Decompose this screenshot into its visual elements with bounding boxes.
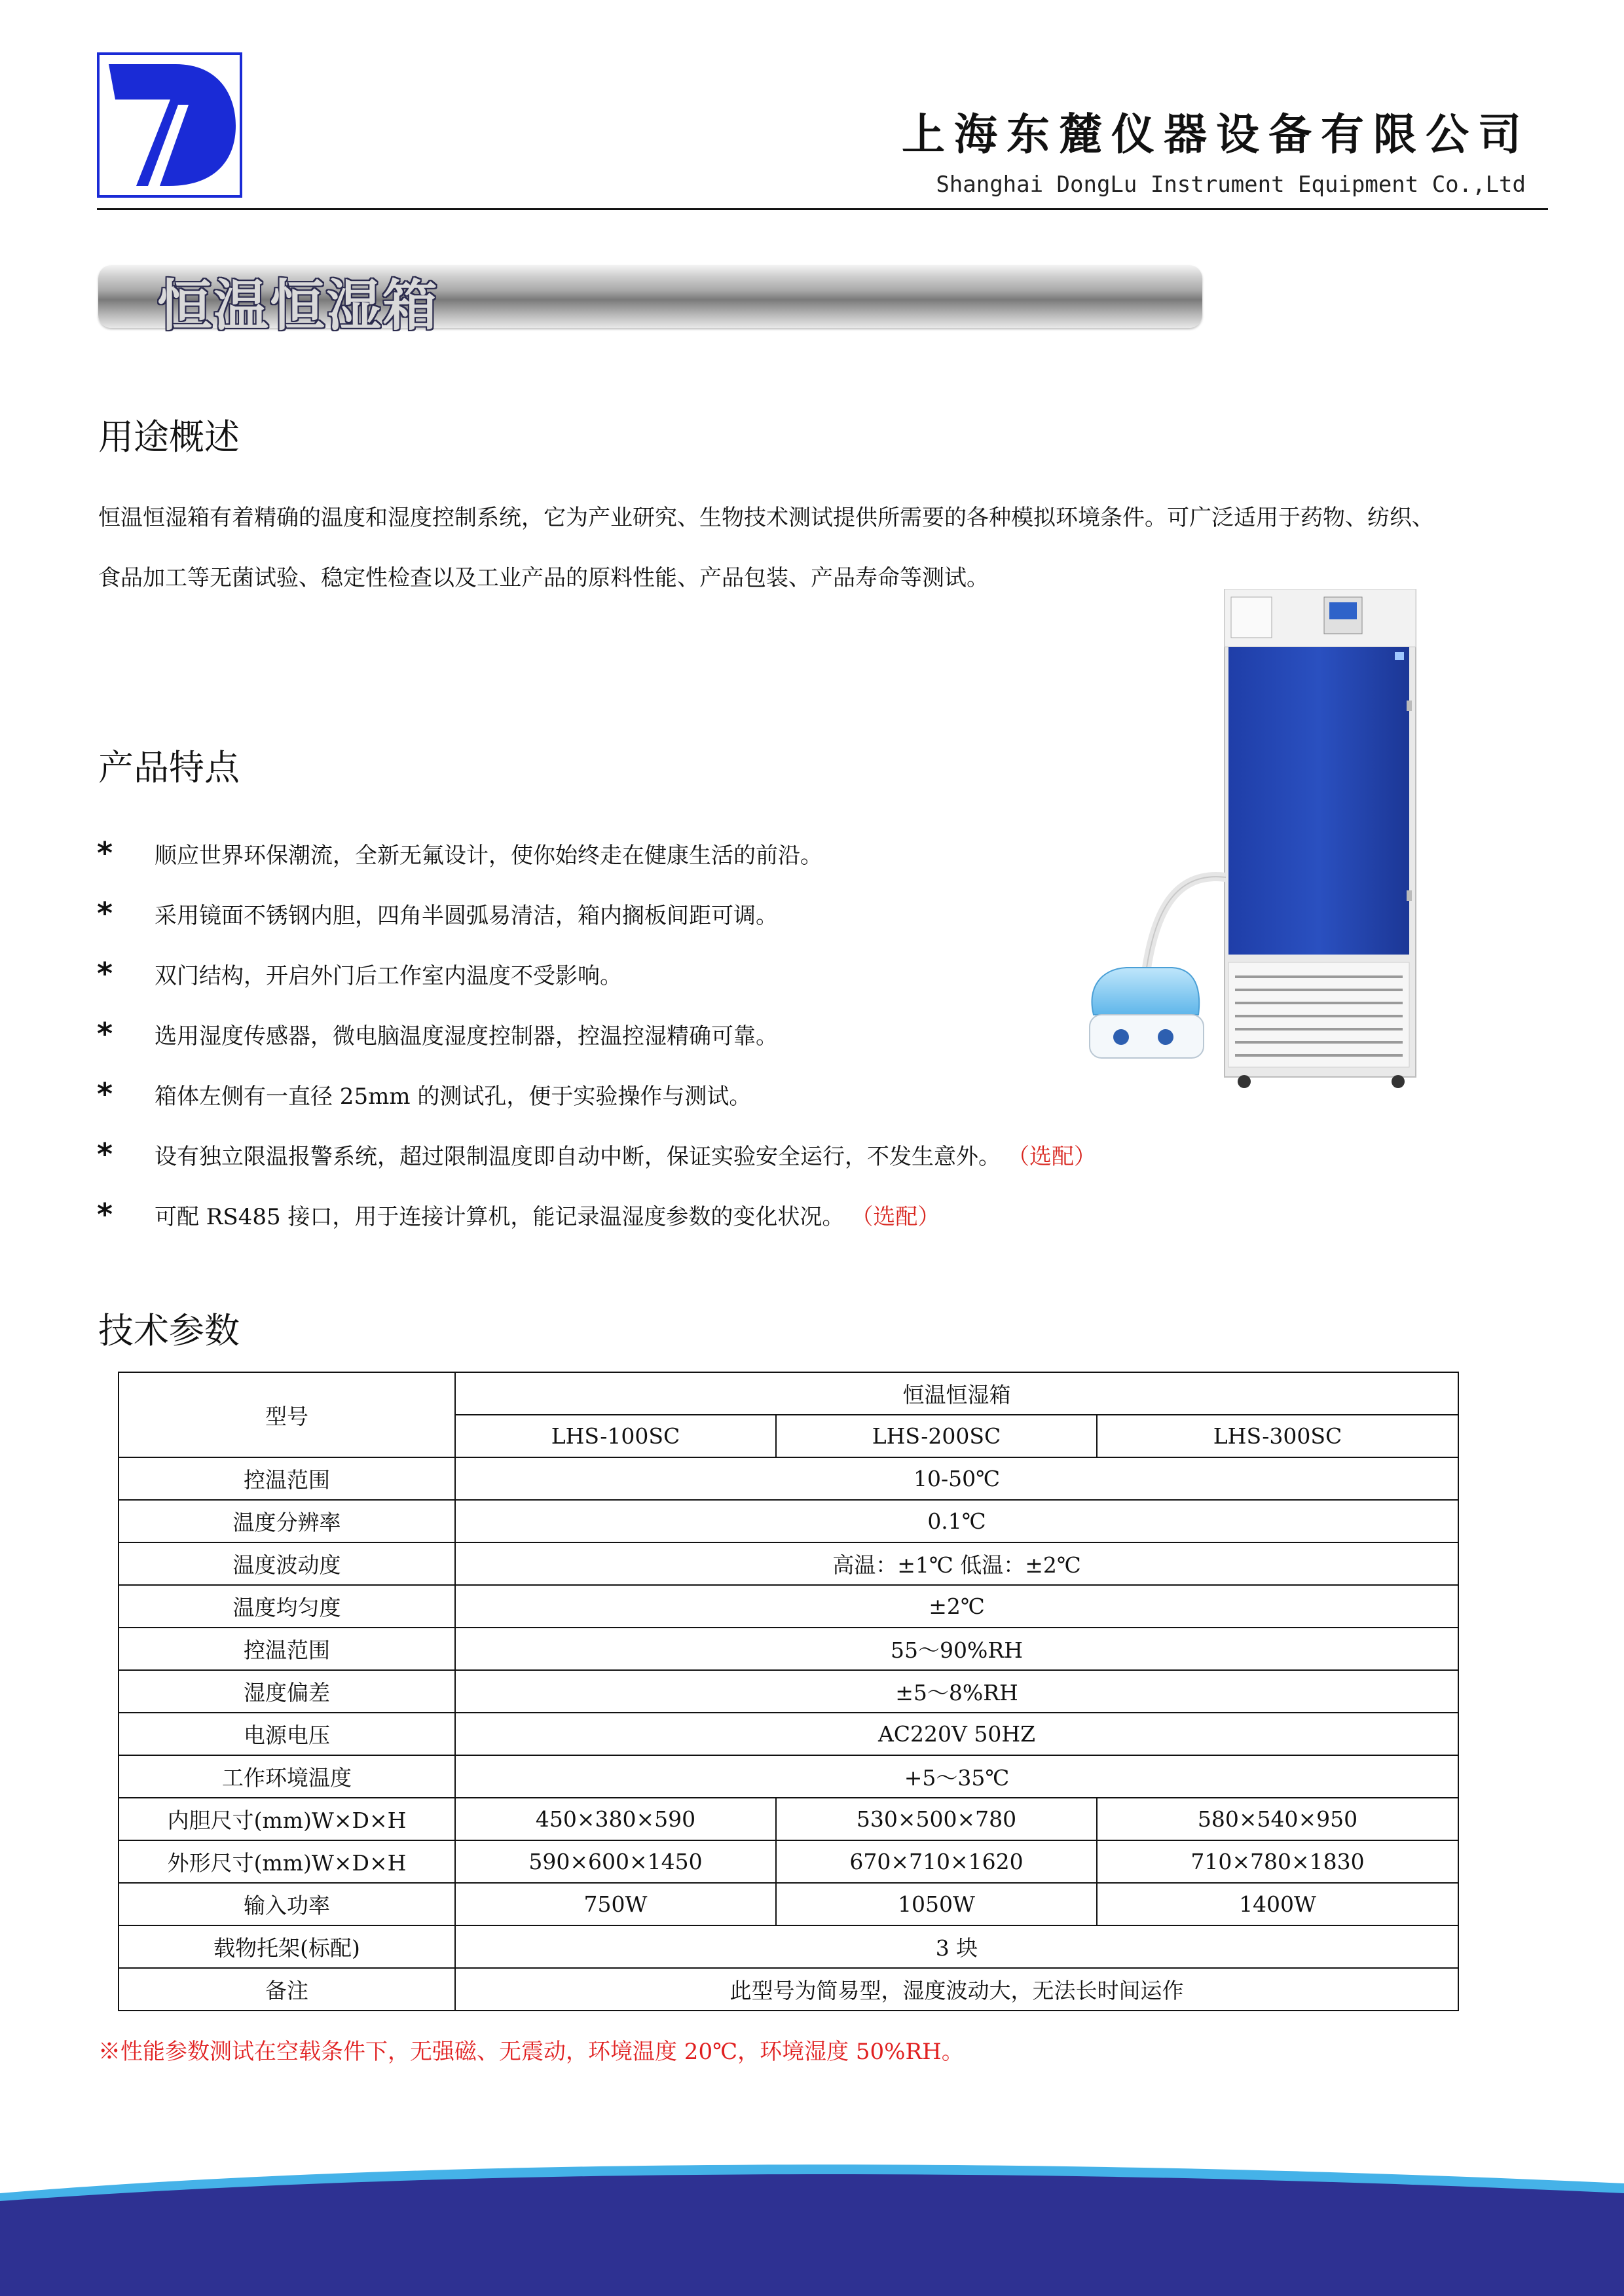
row-value: 此型号为简易型，湿度波动大，无法长时间运作 [455, 1968, 1458, 2011]
table-row [119, 1798, 1458, 1840]
test-condition-note: ※性能参数测试在空载条件下，无强磁、无震动，环境温度 20℃，环境湿度 50%RH。 [98, 2039, 964, 2065]
header-divider [97, 208, 1548, 210]
table-row [119, 1500, 1458, 1542]
table-row [119, 1840, 1458, 1883]
feature-text: 选用湿度传感器，微电脑温度湿度控制器，控温控湿精确可靠。 [155, 1023, 778, 1049]
star-bullet-icon: * [97, 956, 113, 991]
row-label: 温度波动度 [119, 1542, 455, 1585]
feature-item [97, 1195, 940, 1234]
product-title: 恒温恒湿箱 [157, 274, 439, 338]
optional-tag: （选配） [1007, 1143, 1096, 1170]
feature-text: 可配 RS485 接口，用于连接计算机，能记录温湿度参数的变化状况。 [155, 1203, 845, 1230]
row-value: +5～35℃ [455, 1755, 1458, 1798]
optional-tag: （选配） [851, 1203, 940, 1230]
feature-item [97, 1135, 1096, 1174]
table-row [119, 1457, 1458, 1500]
row-label: 输入功率 [119, 1883, 455, 1925]
row-value: 710×780×1830 [1097, 1840, 1458, 1883]
row-label: 内胆尺寸(mm)W×D×H [119, 1798, 455, 1840]
company-name-cn: 上海东麓仪器设备有限公司 [902, 109, 1530, 160]
feature-item [97, 1014, 778, 1053]
row-value: ±2℃ [455, 1585, 1458, 1628]
model-cell: LHS-300SC [1097, 1415, 1458, 1457]
star-bullet-icon: * [97, 896, 113, 931]
company-name-en: Shanghai DongLu Instrument Equipment Co.,Ltd [936, 172, 1526, 198]
row-value: AC220V 50HZ [455, 1713, 1458, 1755]
row-value: 750W [455, 1883, 776, 1925]
model-cell: LHS-200SC [776, 1415, 1097, 1457]
table-row [119, 1968, 1458, 2011]
row-label: 控温范围 [119, 1457, 455, 1500]
row-value: 3 块 [455, 1925, 1458, 1968]
row-value: 10-50℃ [455, 1457, 1458, 1500]
row-label: 湿度偏差 [119, 1670, 455, 1713]
table-header-row [119, 1372, 1458, 1415]
feature-text: 箱体左侧有一直径 25mm 的测试孔，便于实验操作与测试。 [155, 1083, 752, 1110]
row-value: 530×500×780 [776, 1798, 1097, 1840]
row-value: 580×540×950 [1097, 1798, 1458, 1840]
feature-text: 顺应世界环保潮流，全新无氟设计，使你始终走在健康生活的前沿。 [155, 842, 822, 869]
spec-table [118, 1372, 1459, 2011]
row-value: 1400W [1097, 1883, 1458, 1925]
row-label: 载物托架(标配) [119, 1925, 455, 1968]
features-heading: 产品特点 [98, 747, 240, 788]
row-label: 控温范围 [119, 1628, 455, 1670]
row-label: 电源电压 [119, 1713, 455, 1755]
row-value: 1050W [776, 1883, 1097, 1925]
table-row [119, 1670, 1458, 1713]
row-value: 450×380×590 [455, 1798, 776, 1840]
row-label: 温度均匀度 [119, 1585, 455, 1628]
row-label: 工作环境温度 [119, 1755, 455, 1798]
feature-item [97, 1074, 751, 1114]
feature-text: 设有独立限温报警系统，超过限制温度即自动中断，保证实验安全运行，不发生意外。 [155, 1143, 1001, 1170]
row-label: 外形尺寸(mm)W×D×H [119, 1840, 455, 1883]
feature-item [97, 894, 778, 933]
humidity-chamber-image [1080, 589, 1434, 1093]
overview-heading: 用途概述 [98, 416, 240, 458]
table-row [119, 1713, 1458, 1755]
specs-heading: 技术参数 [98, 1310, 240, 1351]
table-row [119, 1883, 1458, 1925]
table-row [119, 1755, 1458, 1798]
row-label: 温度分辨率 [119, 1500, 455, 1542]
model-cell: LHS-100SC [455, 1415, 776, 1457]
star-bullet-icon: * [97, 1076, 113, 1112]
row-value: 0.1℃ [455, 1500, 1458, 1542]
row-value: 590×600×1450 [455, 1840, 776, 1883]
footer-wave [0, 2147, 1624, 2296]
star-bullet-icon: * [97, 835, 113, 871]
group-label-cell: 恒温恒湿箱 [455, 1372, 1458, 1415]
table-row [119, 1585, 1458, 1628]
overview-line-1: 恒温恒湿箱有着精确的温度和湿度控制系统，它为产业研究、生物技术测试提供所需要的各种模拟环境条件。可广泛适用于药物、纺织、 [98, 505, 1434, 531]
feature-item [97, 833, 822, 873]
feature-text: 采用镜面不锈钢内胆，四角半圆弧易清洁，箱内搁板间距可调。 [155, 902, 778, 929]
row-label: 备注 [119, 1968, 455, 2011]
model-label-cell: 型号 [119, 1372, 455, 1457]
table-row [119, 1925, 1458, 1968]
feature-text: 双门结构，开启外门后工作室内温度不受影响。 [155, 962, 622, 989]
star-bullet-icon: * [97, 1137, 113, 1172]
star-bullet-icon: * [97, 1197, 113, 1232]
overview-line-2: 食品加工等无菌试验、稳定性检查以及工业产品的原料性能、产品包装、产品寿命等测试。 [98, 565, 989, 591]
row-value: 高温：±1℃ 低温：±2℃ [455, 1542, 1458, 1585]
feature-item [97, 954, 622, 993]
row-value: 55～90%RH [455, 1628, 1458, 1670]
row-value: 670×710×1620 [776, 1840, 1097, 1883]
company-logo [97, 52, 242, 198]
row-value: ±5～8%RH [455, 1670, 1458, 1713]
table-row [119, 1628, 1458, 1670]
table-row [119, 1542, 1458, 1585]
star-bullet-icon: * [97, 1016, 113, 1051]
